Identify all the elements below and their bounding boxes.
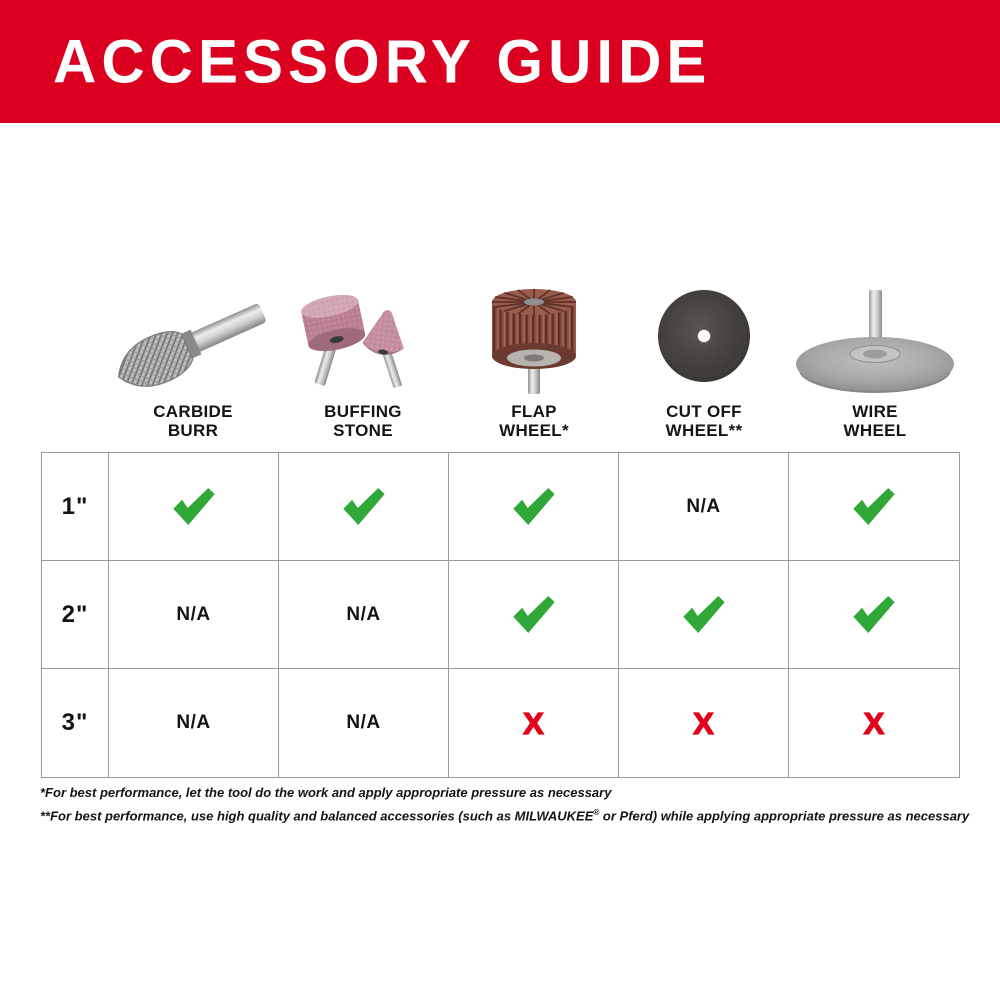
table-cell-r3-c4 [619,669,789,777]
table-cell-r2-c4 [619,561,789,669]
x-icon: X [863,705,885,741]
page-title: ACCESSORY GUIDE [53,27,712,96]
product-label-cut-off-wheel: CUT OFF WHEEL** [665,402,743,440]
check-icon [342,487,386,526]
table-cell-r1-c3 [449,453,619,561]
product-carbide-burr [108,280,278,445]
carbide-burr-image [108,285,278,400]
row-header-1 [42,453,109,561]
check-icon [682,595,726,634]
check-icon [512,595,556,634]
table-cell-r1-c2 [279,453,449,561]
product-label-flap-wheel: FLAP WHEEL* [499,402,569,440]
table-cell-r3-c1 [109,669,279,777]
na-label: N/A [176,712,211,733]
footnote-1: *For best performance, let the tool do the work and apply appropriate pressure as necessary [40,785,612,800]
row-header-2 [42,561,109,669]
product-label-carbide-burr: CARBIDE BURR [153,402,233,440]
size-label: 1" [61,492,89,520]
table-cell-r2-c1 [109,561,279,669]
table-cell-r1-c5 [789,453,959,561]
table-cell-r3-c5 [789,669,959,777]
product-flap-wheel [449,280,619,445]
table-cell-r2-c3 [449,561,619,669]
x-icon: X [693,705,714,741]
buffing-stone-image [288,282,438,392]
na-label: N/A [686,495,721,517]
check-icon [852,487,896,526]
registered-mark: ® [593,808,600,817]
na-label: N/A [176,603,211,625]
header-banner [0,0,1000,123]
table-cell-r3-c3 [449,669,619,777]
product-buffing-stone [278,280,448,445]
accessory-table [41,452,960,778]
product-label-buffing-stone: BUFFING STONE [324,402,402,440]
check-icon [172,487,216,526]
cut-off-wheel-image [634,286,774,391]
wire-wheel-image [790,284,960,397]
size-label: 3" [61,709,89,736]
flap-wheel-image [454,288,614,400]
na-label: N/A [346,603,381,625]
product-cut-off-wheel [619,280,789,445]
footnote-2: **For best performance, use high quality and balanced accessories (such as MILWAUKEE® or Pferd) while applying appropriate pressure as necessary [40,808,970,824]
product-label-wire-wheel: WIRE WHEEL [843,402,907,440]
row-header-3 [42,669,109,777]
size-label: 2" [61,600,89,628]
check-icon [512,487,556,526]
table-cell-r3-c2 [279,669,449,777]
table-cell-r1-c4 [619,453,789,561]
check-icon [852,595,896,634]
na-label: N/A [346,712,381,733]
footnotes [40,783,975,826]
table-cell-r1-c1 [109,453,279,561]
x-icon: X [523,705,544,741]
table-cell-r2-c2 [279,561,449,669]
product-wire-wheel [790,280,960,445]
table-cell-r2-c5 [789,561,959,669]
